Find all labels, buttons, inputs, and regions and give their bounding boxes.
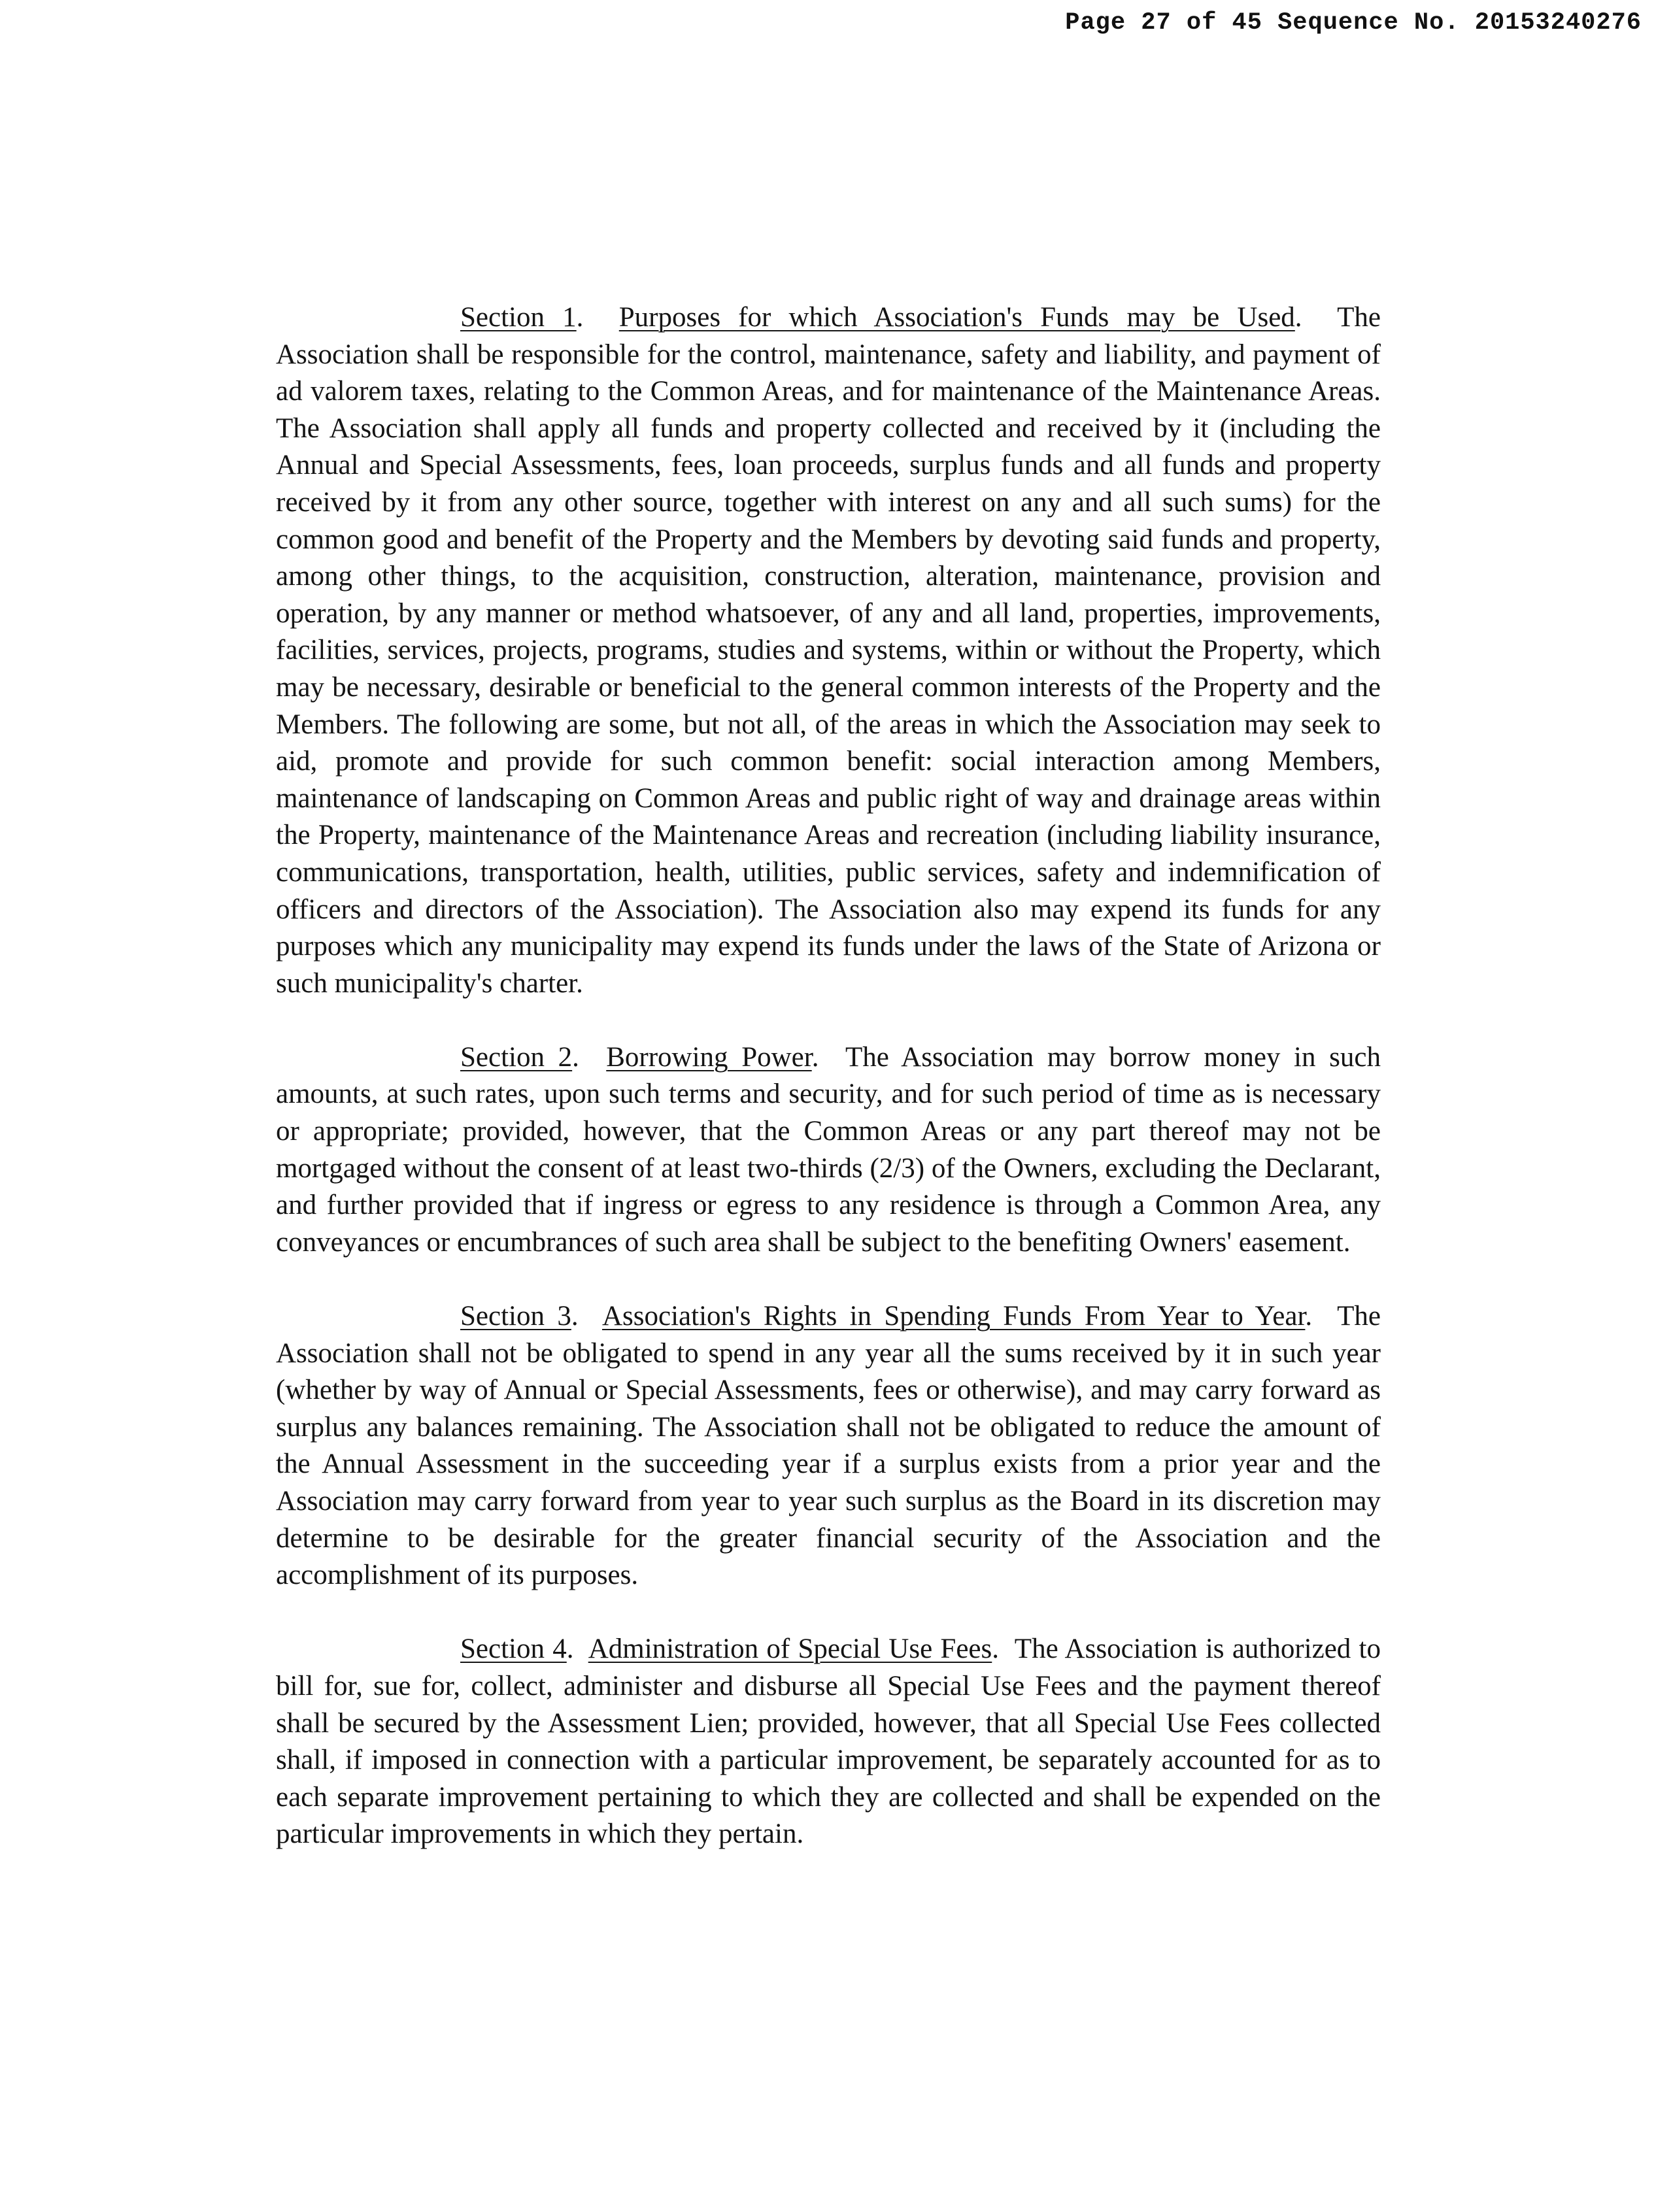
section-label: Section 3 [460,1301,571,1332]
section-label: Section 2 [460,1041,573,1073]
section-label: Section 1 [460,302,577,333]
section-title: Association's Rights in Spending Funds From Year to Year [602,1301,1306,1332]
section-1-paragraph: Section 1. Purposes for which Association's Funds may be Used. The Association shall be responsible for the control, maintenance, safety and liability, and payment of ad valorem taxes, relating to the Common Areas, and for maintenance of the Maintenance Areas. The Association shall apply all funds and property collected and received by it (including the Annual and Special Assessments, fees, loan proceeds, surplus funds and all funds and property received by it from any other source, together with interest on any and all such sums) for the common good and benefit of the Property and the Members by devoting said funds and property, among other things, to the acquisition, construction, alteration, maintenance, provision and operation, by any manner or method whatsoever, of any and all land, properties, improvements, facilities, services, projects, programs, studies and systems, within or without the Property, which may be necessary, desirable or beneficial to the general common interests of the Property and the Members. The following are some, but not all, of the areas in which the Association may seek to aid, promote and provide for such common benefit: social interaction among Members, maintenance of landscaping on Common Areas and public right of way and drainage areas within the Property, maintenance of the Maintenance Areas and recreation (including liability insurance, communications, transportation, health, utilities, public services, safety and indemnification of officers and directors of the Association). The Association also may expend its funds for any purposes which any municipality may expend its funds under the laws of the State of Arizona or such municipality's charter. [276,302,1381,999]
section-body: The Association is authorized to bill for, sue for, collect, administer and disburse all Special Use Fees and the payment thereof shall be secured by the Assessment Lien; provided, however, that all Special Use Fees collected shall, if imposed in connection with a particular improvement, be separately accounted for as to each separate improvement pertaining to which they are collected and shall be expended on the particular improvements in which they pertain. [276,1634,1381,1850]
section-title: Administration of Special Use Fees [588,1634,992,1665]
section-title: Borrowing Power [606,1041,812,1073]
section-body: The Association shall not be obligated to spend in any year all the sums received by it in such year (whether by way of Annual or Special Assessments, fees or otherwise), and may carry forward as surplus any balances remaining. The Association shall not be obligated to reduce the amount of the Annual Assessment in the succeeding year if a surplus exists from a prior year and the Association may carry forward from year to year such surplus as the Board in its discretion may determine to be desirable for the greater financial security of the Association and the accomplishment of its purposes. [276,1301,1381,1591]
document-body [276,299,1381,1890]
section-body: The Association may borrow money in such amounts, at such rates, upon such terms and security, and for such period of time as is necessary or appropriate; provided, however, that the Common Areas or any part thereof may not be mortgaged without the consent of at least two-thirds (2/3) of the Owners, excluding the Declarant, and further provided that if ingress or egress to any residence is through a Common Area, any conveyances or encumbrances of such area shall be subject to the benefiting Owners' easement. [276,1041,1381,1258]
section-label: Section 4 [460,1634,567,1665]
section-4-paragraph: Section 4. Administration of Special Use Fees. The Association is authorized to bill for, sue for, collect, administer and disburse all Special Use Fees and the payment thereof shall be secured by the Assessment Lien; provided, however, that all Special Use Fees collected shall, if imposed in connection with a particular improvement, be separately accounted for as to each separate improvement pertaining to which they are collected and shall be expended on the particular improvements in which they pertain. [276,1634,1381,1850]
section-body: The Association shall be responsible for the control, maintenance, safety and liability, and payment of ad valorem taxes, relating to the Common Areas, and for maintenance of the Maintenance Areas. The Association shall apply all funds and property collected and received by it (including the Annual and Special Assessments, fees, loan proceeds, surplus funds and all funds and property received by it from any other source, together with interest on any and all such sums) for the common good and benefit of the Property and the Members by devoting said funds and property, among other things, to the acquisition, construction, alteration, maintenance, provision and operation, by any manner or method whatsoever, of any and all land, properties, improvements, facilities, services, projects, programs, studies and systems, within or without the Property, which may be necessary, desirable or beneficial to the general common interests of the Property and the Members. The following are some, but not all, of the areas in which the Association may seek to aid, promote and provide for such common benefit: social interaction among Members, maintenance of landscaping on Common Areas and public right of way and drainage areas within the Property, maintenance of the Maintenance Areas and recreation (including liability insurance, communications, transportation, health, utilities, public services, safety and indemnification of officers and directors of the Association). The Association also may expend its funds for any purposes which any municipality may expend its funds under the laws of the State of Arizona or such municipality's charter. [276,302,1381,999]
section-2-paragraph: Section 2. Borrowing Power. The Association may borrow money in such amounts, at such rates, upon such terms and security, and for such period of time as is necessary or appropriate; provided, however, that the Common Areas or any part thereof may not be mortgaged without the consent of at least two-thirds (2/3) of the Owners, excluding the Declarant, and further provided that if ingress or egress to any residence is through a Common Area, any conveyances or encumbrances of such area shall be subject to the benefiting Owners' easement. [276,1041,1381,1258]
section-3-paragraph: Section 3. Association's Rights in Spending Funds From Year to Year. The Association shall not be obligated to spend in any year all the sums received by it in such year (whether by way of Annual or Special Assessments, fees or otherwise), and may carry forward as surplus any balances remaining. The Association shall not be obligated to reduce the amount of the Annual Assessment in the succeeding year if a surplus exists from a prior year and the Association may carry forward from year to year such surplus as the Board in its discretion may determine to be desirable for the greater financial security of the Association and the accomplishment of its purposes. [276,1301,1381,1591]
section-title: Purposes for which Association's Funds may be Used [618,302,1295,333]
page-header: Page 27 of 45 Sequence No. 20153240276 [1065,9,1642,37]
